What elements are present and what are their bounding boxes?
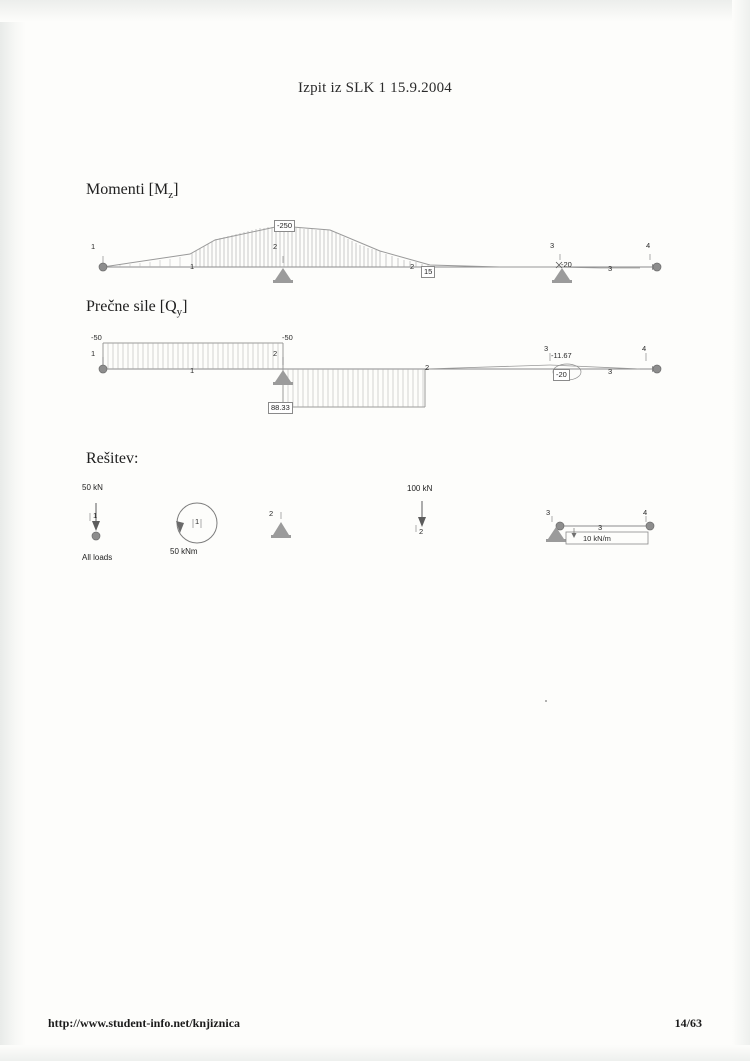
solution-load-value: 50 kN — [82, 483, 103, 492]
solution-all-loads-caption: All loads — [82, 553, 113, 562]
shear-diagram-svg — [80, 325, 680, 430]
solution-force-node: 2 — [419, 527, 424, 536]
moment-diagram — [80, 210, 680, 290]
solution-dist-node-4: 4 — [643, 508, 648, 517]
heading-moments-end: ] — [173, 181, 179, 198]
scan-speck — [545, 700, 547, 702]
heading-moments-sub: z — [168, 189, 174, 202]
shear-node-2: 2 — [273, 349, 278, 358]
moment-value-box-15: 15 — [421, 266, 435, 278]
solution-force-load — [400, 483, 460, 543]
shear-member-2: 2 — [425, 363, 430, 372]
heading-shear-text: Prečne sile [Q — [86, 298, 177, 315]
solution-support-2 — [265, 508, 305, 548]
shear-diagram — [80, 325, 680, 430]
shear-node-4: 4 — [642, 344, 647, 353]
page-title: Izpit iz SLK 1 15.9.2004 — [298, 80, 452, 96]
footer-url[interactable]: http://www.student-info.net/knjiznica — [48, 1016, 241, 1030]
solution-support-node: 2 — [269, 509, 274, 518]
scan-shadow-bottom — [0, 1045, 750, 1061]
moment-member-3: 3 — [608, 264, 613, 273]
solution-dist-value: 10 kN/m — [583, 534, 611, 543]
heading-shear-end: ] — [182, 298, 188, 315]
moment-value-minus20: -20 — [561, 260, 572, 269]
solution-distributed-load — [540, 508, 670, 558]
moment-node-3: 3 — [550, 241, 555, 250]
solution-moment-load — [165, 495, 245, 565]
shear-value-minus1167: -11.67 — [551, 351, 572, 360]
moment-node-1: 1 — [91, 242, 96, 251]
heading-shear — [86, 298, 187, 318]
solution-point-load — [82, 483, 152, 573]
solution-moment-value: 50 kNm — [170, 547, 198, 556]
solution-moment-node: 1 — [195, 517, 200, 526]
shear-member-3: 3 — [608, 367, 613, 376]
solution-load-node: 1 — [93, 511, 98, 520]
heading-moments-text: Momenti [M — [86, 181, 169, 198]
shear-node-3: 3 — [544, 344, 549, 353]
footer-page-number: 14/63 — [674, 1016, 702, 1030]
shear-value-box-8833: 88.33 — [268, 402, 293, 414]
scan-shadow-top — [0, 0, 750, 22]
shear-value-box-minus20: -20 — [553, 369, 570, 381]
moment-value-box-250: -250 — [274, 220, 295, 232]
shear-member-1: 1 — [190, 366, 195, 375]
moment-node-4: 4 — [646, 241, 651, 250]
moment-diagram-svg — [80, 210, 680, 290]
shear-value-minus50-right: -50 — [282, 333, 293, 342]
solution-dist-node-3: 3 — [546, 508, 551, 517]
moment-member-2: 2 — [410, 262, 415, 271]
moment-node-2: 2 — [273, 242, 278, 251]
moment-member-1: 1 — [190, 262, 195, 271]
solution-distributed-load-svg — [540, 508, 670, 558]
solution-dist-member: 3 — [598, 523, 603, 532]
scan-shadow-right — [732, 0, 750, 1061]
shear-node-1: 1 — [91, 349, 96, 358]
solution-force-value: 100 kN — [407, 484, 433, 493]
heading-shear-sub: y — [176, 306, 183, 319]
shear-value-minus50-left: -50 — [91, 333, 102, 342]
heading-solution: Rešitev: — [86, 450, 139, 467]
heading-moments — [86, 181, 178, 201]
scan-shadow-left — [0, 0, 26, 1061]
